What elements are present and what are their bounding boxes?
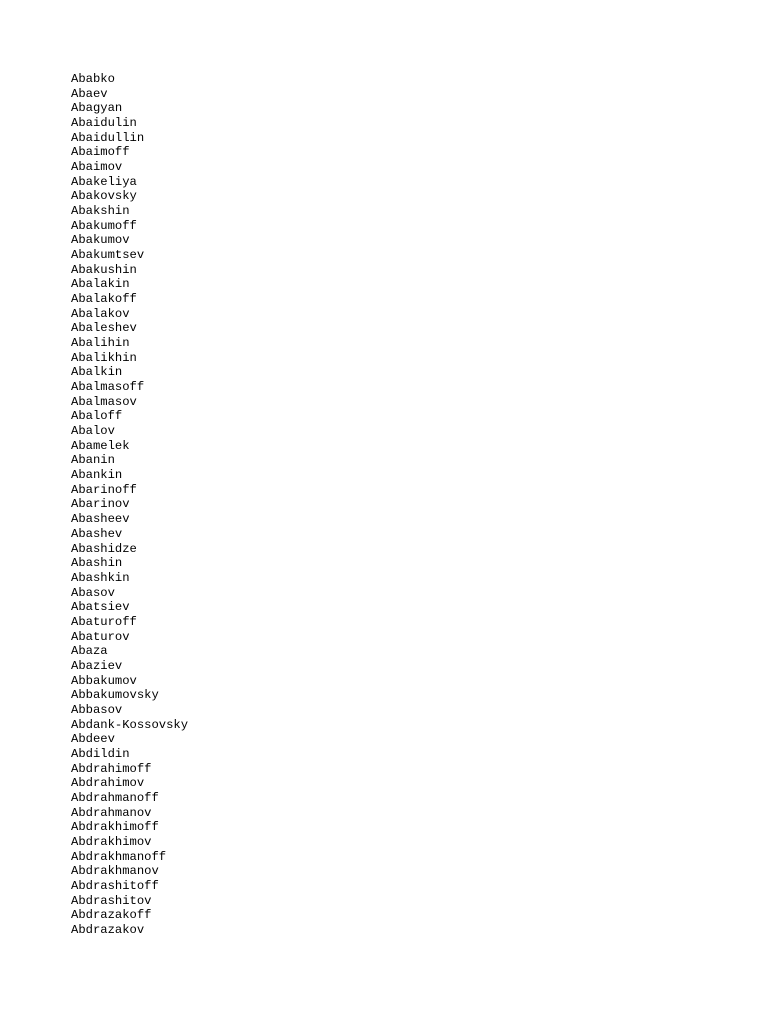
list-item: Abashin <box>71 556 123 571</box>
list-item: Abalakin <box>71 277 130 292</box>
list-item: Abarinov <box>71 497 130 512</box>
list-item: Abdrashitov <box>71 893 152 908</box>
list-item: Abasov <box>71 585 115 600</box>
list-item: Abaloff <box>71 409 123 424</box>
list-item: Abakovsky <box>71 189 137 204</box>
list-item: Abakumoff <box>71 218 137 233</box>
list-item: Abanin <box>71 453 115 468</box>
list-item: Abalmasoff <box>71 380 145 395</box>
list-item: Abaidulin <box>71 116 137 131</box>
list-item: Abdrahimoff <box>71 761 152 776</box>
list-item: Abarinoff <box>71 482 137 497</box>
list-item: Abdrakhimoff <box>71 820 159 835</box>
list-item: Abashkin <box>71 570 130 585</box>
list-item: Abaza <box>71 644 108 659</box>
list-item: Abatsiev <box>71 600 130 615</box>
list-item: Abakushin <box>71 262 137 277</box>
document-page <box>71 72 731 938</box>
list-item: Abdrahmanov <box>71 805 152 820</box>
list-item: Abaev <box>71 86 108 101</box>
list-item: Ababko <box>71 72 115 86</box>
list-item: Abaziev <box>71 658 123 673</box>
list-item: Abalmasov <box>71 394 137 409</box>
list-item: Abamelek <box>71 438 130 453</box>
list-item: Abalikhin <box>71 350 137 365</box>
list-item: Abaidullin <box>71 130 145 145</box>
list-item: Abaleshev <box>71 321 137 336</box>
list-item: Abakshin <box>71 204 130 219</box>
list-item: Abbasov <box>71 702 123 717</box>
list-item: Abashev <box>71 526 123 541</box>
list-item: Abaturoff <box>71 614 137 629</box>
list-item: Abashidze <box>71 541 137 556</box>
list-item: Abakeliya <box>71 174 137 189</box>
list-item: Abbakumovsky <box>71 688 159 703</box>
list-item: Abakumtsev <box>71 248 145 263</box>
list-item: Abdeev <box>71 732 115 747</box>
list-item: Abdrakhmanov <box>71 864 159 879</box>
list-item: Abdrahimov <box>71 776 145 791</box>
list-item: Abakumov <box>71 233 130 248</box>
list-item: Abankin <box>71 468 123 483</box>
name-list <box>71 72 731 938</box>
list-item: Abasheev <box>71 512 130 527</box>
list-item: Abalov <box>71 424 115 439</box>
list-item: Abdrakhmanoff <box>71 849 167 864</box>
list-item: Abalihin <box>71 336 130 351</box>
list-item: Abdank-Kossovsky <box>71 717 189 732</box>
list-item: Abalkin <box>71 365 123 380</box>
list-item: Abdrashitoff <box>71 878 159 893</box>
list-item: Abdrahmanoff <box>71 790 159 805</box>
list-item: Abdrazakoff <box>71 908 152 923</box>
list-item: Abaimoff <box>71 145 130 160</box>
list-item: Abaturov <box>71 629 130 644</box>
list-item: Abagyan <box>71 101 123 116</box>
list-item: Abalakov <box>71 306 130 321</box>
list-item: Abdildin <box>71 746 130 761</box>
list-item: Abdrazakov <box>71 922 145 937</box>
list-item: Abdrakhimov <box>71 834 152 849</box>
list-item: Abaimov <box>71 160 123 175</box>
list-item: Abalakoff <box>71 292 137 307</box>
list-item: Abbakumov <box>71 673 137 688</box>
